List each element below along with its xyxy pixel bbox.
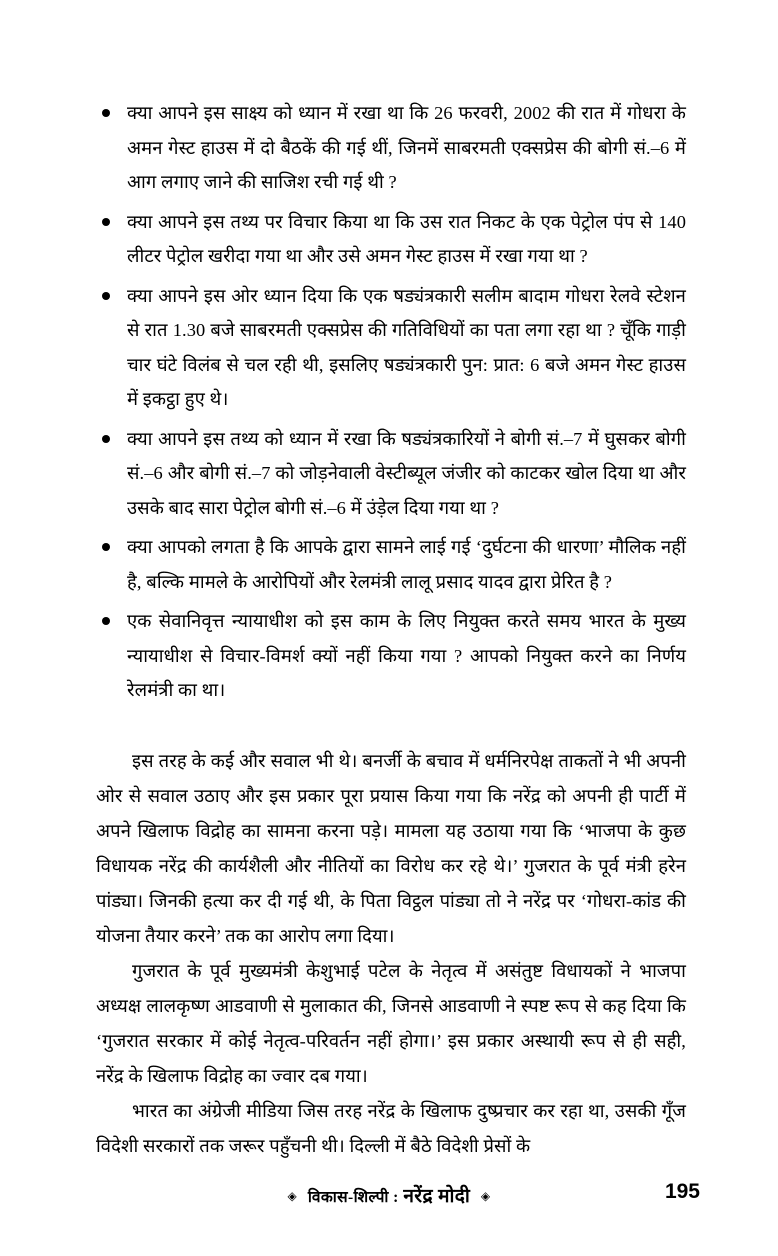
bullet-dot-icon	[102, 109, 110, 117]
page-footer	[0, 1182, 778, 1222]
footer-book-title	[0, 1182, 778, 1208]
list-item-text: क्या आपने इस तथ्य पर विचार किया था कि उस रात निकट के एक पेट्रोल पंप से 140 लीटर पेट्रोल खरीदा गया था और उसे अमन गेस्ट हाउस में रखा गया था ?	[127, 211, 686, 266]
list-item	[96, 96, 686, 200]
footer-title-small: विकास-शिल्पी :	[307, 1189, 399, 1206]
list-item-text: क्या आपने इस साक्ष्य को ध्यान में रखा था कि 26 फरवरी, 2002 की रात में गोधरा के अमन गेस्ट हाउस में दो बैठकें की गई थीं, जिनमें साबरमती एक्सप्रेस की बोगी सं.–6 में आग लगाए जाने की साजिश रची गई थी ?	[127, 103, 686, 192]
list-item	[96, 279, 686, 417]
bullet-dot-icon	[102, 218, 110, 226]
bullet-dot-icon	[102, 292, 110, 300]
page-number: 195	[664, 1180, 700, 1203]
list-item	[96, 530, 686, 599]
list-item-text: क्या आपने इस ओर ध्यान दिया कि एक षड्यंत्रकारी सलीम बादाम गोधरा रेलवे स्टेशन से रात 1.30 बजे साबरमती एक्सप्रेस की गतिविधियों का पता लगा रहा था ? चूँकि गाड़ी चार घंटे विलंब से चल रही थी, इसलिए षड्यंत्रकारी पुन: प्रात: 6 बजे अमन गेस्ट हाउस में इकट्ठा हुए थे।	[127, 285, 686, 409]
page-content	[96, 96, 686, 1164]
bullet-dot-icon	[102, 435, 110, 443]
ornament-left-icon: ◈	[287, 1189, 298, 1203]
ornament-right-icon: ◈	[480, 1189, 491, 1203]
paragraph: इस तरह के कई और सवाल भी थे। बनर्जी के बचाव में धर्मनिरपेक्ष ताकतों ने भी अपनी ओर से सवाल उठाए और इस प्रकार पूरा प्रयास किया गया कि नरेंद्र को अपनी ही पार्टी में अपने खिलाफ विद्रोह का सामना करना पड़े। मामला यह उठाया गया कि ‘भाजपा के कुछ विधायक नरेंद्र की कार्यशैली और नीतियों का विरोध कर रहे थे।’ गुजरात के पूर्व मंत्री हरेन पांड्या। जिनकी हत्या कर दी गई थी, के पिता विट्ठल पांड्या तो ने नरेंद्र पर ‘गोधरा-कांड की योजना तैयार करने’ तक का आरोप लगा दिया।	[96, 750, 686, 946]
question-bullet-list	[96, 96, 686, 708]
list-item-text: क्या आपको लगता है कि आपके द्वारा सामने लाई गई ‘दुर्घटना की धारणा’ मौलिक नहीं है, बल्कि मामले के आरोपियों और रेलमंत्री लालू प्रसाद यादव द्वारा प्रेरित है ?	[127, 537, 686, 592]
list-item-text: क्या आपने इस तथ्य को ध्यान में रखा कि षड्यंत्रकारियों ने बोगी सं.–7 में घुसकर बोगी सं.–6 और बोगी सं.–7 को जोड़नेवाली वेस्टीब्यूल जंजीर को काटकर खोल दिया था और उसके बाद सारा पेट्रोल बोगी सं.–6 में उंड़ेल दिया गया था ?	[127, 428, 686, 518]
bullet-dot-icon	[102, 617, 110, 625]
list-item-text: एक सेवानिवृत्त न्यायाधीश को इस काम के लिए नियुक्त करते समय भारत के मुख्य न्यायाधीश से विचार-विमर्श क्यों नहीं किया गया ? आपको नियुक्त करने का निर्णय रेलमंत्री का था।	[127, 611, 687, 700]
list-item	[96, 422, 686, 526]
list-item	[96, 604, 686, 708]
paragraph: भारत का अंग्रेजी मीडिया जिस तरह नरेंद्र के खिलाफ दुष्प्रचार कर रहा था, उसकी गूँज विदेशी सरकारों तक जरूर पहुँचनी थी। दिल्ली में बैठे विदेशी प्रेसों के	[96, 1100, 686, 1156]
paragraph: गुजरात के पूर्व मुख्यमंत्री केशुभाई पटेल के नेतृत्व में असंतुष्ट विधायकों ने भाजपा अध्यक्ष लालकृष्ण आडवाणी से मुलाकात की, जिनसे आडवाणी ने स्पष्ट रूप से कह दिया कि ‘गुजरात सरकार में कोई नेतृत्व-परिवर्तन नहीं होगा।’ इस प्रकार अस्थायी रूप से ही सही, नरेंद्र के खिलाफ विद्रोह का ज्वार दब गया।	[96, 960, 686, 1086]
bullet-dot-icon	[102, 543, 110, 551]
footer-title-big: नरेंद्र मोदी	[403, 1186, 471, 1207]
list-item	[96, 205, 686, 274]
